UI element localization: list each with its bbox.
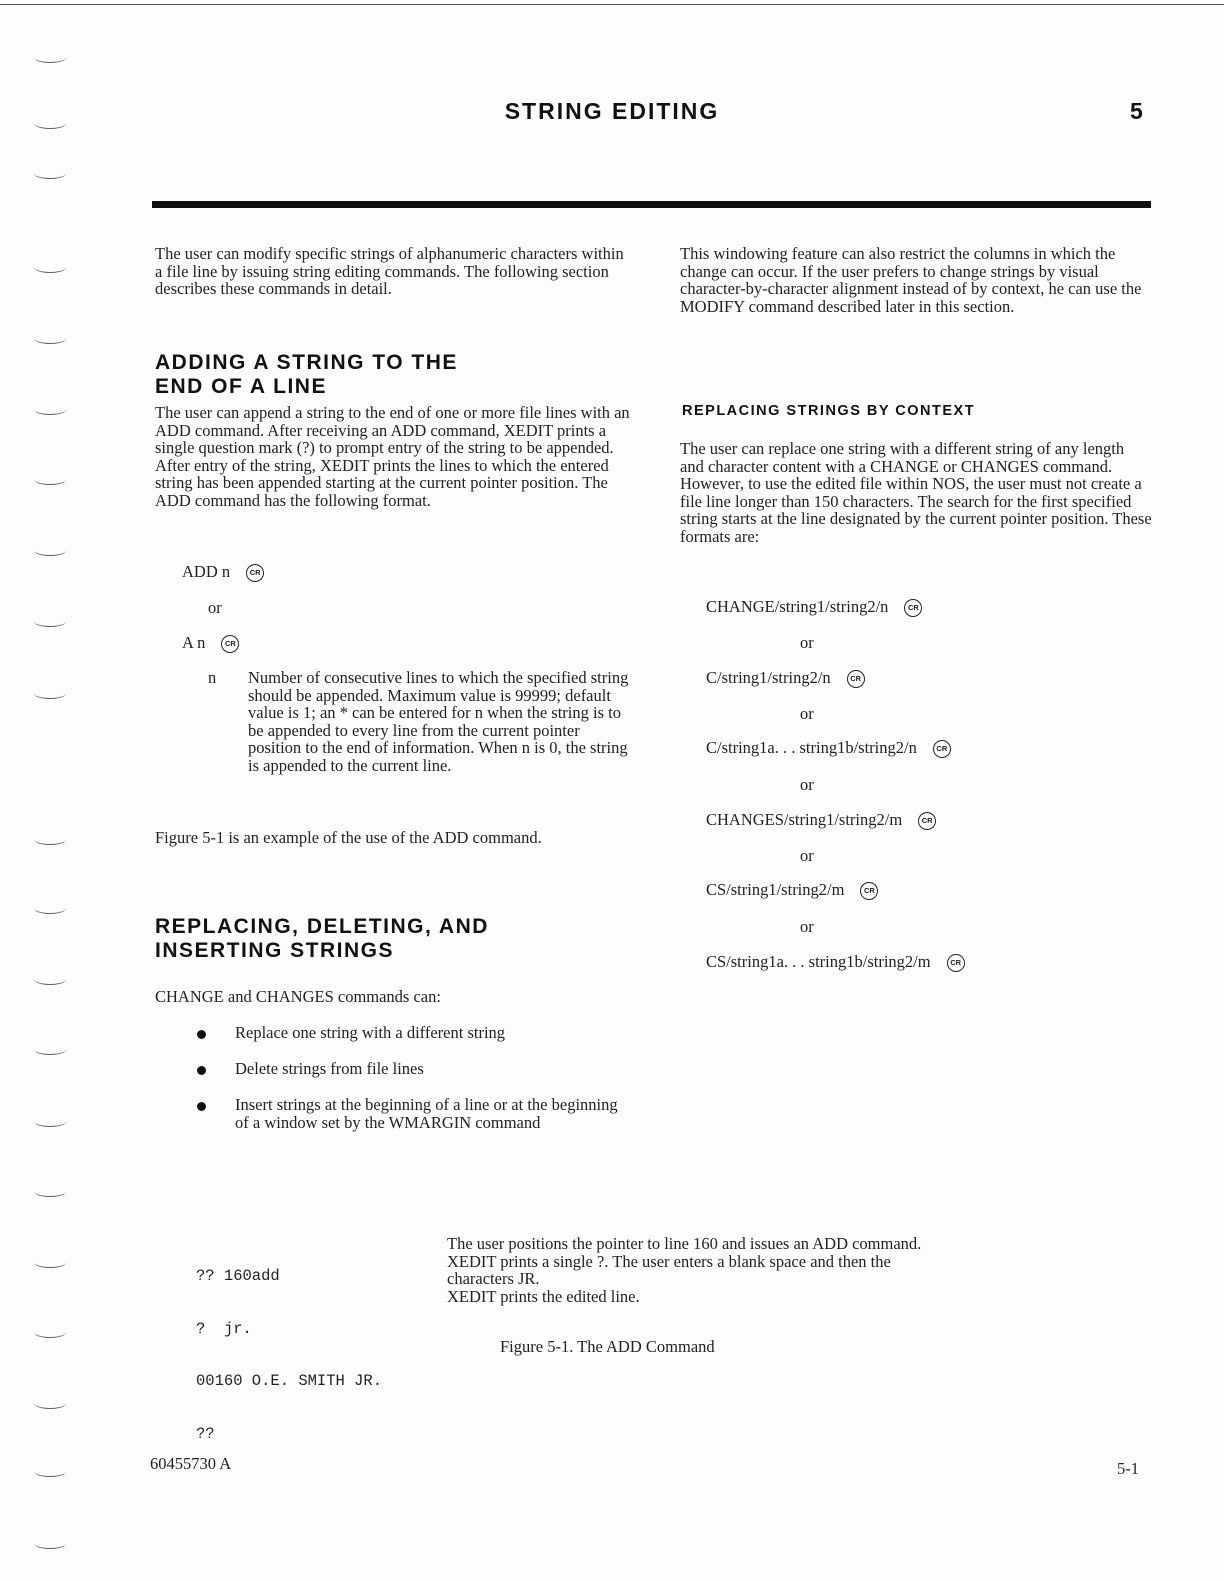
heading-line: END OF A LINE — [155, 375, 327, 398]
carriage-return-icon: CR — [918, 812, 936, 830]
change-format — [706, 668, 865, 688]
change-format — [706, 597, 922, 617]
bullet-icon — [197, 1030, 206, 1039]
bullet-item: Replace one string with a different string — [235, 1023, 506, 1042]
format-text: CHANGE/string1/string2/n — [706, 597, 889, 616]
figure-terminal-output — [196, 1233, 382, 1461]
context-paragraph: The user can replace one string with a different string of any length and character content with a CHANGE or CHANGES command. However, to use the edited file within NOS, the user must not create a file line longer than 150 characters. The search for the first specified string starts at the line designated by the current pointer position. These formats are: — [680, 439, 1152, 546]
explanation-line: characters JR. — [447, 1269, 540, 1289]
heading-replacing-context: REPLACING STRINGS BY CONTEXT — [682, 403, 976, 419]
or-label: or — [800, 775, 814, 794]
heading-line: ADDING A STRING TO THE — [155, 351, 458, 374]
param-description: Number of consecutive lines to which the specified string should be appended. Maximum value is 99999; default value is 1; an * can be entered for n when the string is to be appended to every line from the current pointer position to the end of information. When n is 0, the string is appended to the current line. — [248, 668, 629, 775]
terminal-line: 00160 O.E. SMITH JR. — [196, 1372, 383, 1390]
explanation-line: XEDIT prints a single ?. The user enters a blank space and then the — [447, 1251, 891, 1271]
format-text: C/string1/string2/n — [706, 668, 831, 687]
chapter-number: 5 — [1130, 98, 1143, 124]
format-text: CS/string1a. . . string1b/string2/m — [706, 952, 931, 971]
bullet-icon — [197, 1102, 206, 1111]
carriage-return-icon: CR — [847, 670, 865, 688]
changes-format — [706, 880, 878, 900]
format-text: C/string1a. . . string1b/string2/n — [706, 738, 917, 757]
changes-format — [706, 952, 965, 972]
change-format — [706, 738, 951, 758]
param-name: n — [208, 668, 217, 687]
carriage-return-icon: CR — [904, 599, 922, 617]
format-text: A n — [182, 633, 206, 652]
heading-replacing-deleting — [155, 915, 489, 963]
carriage-return-icon: CR — [246, 564, 264, 582]
top-edge-line — [0, 4, 1224, 5]
figure-reference: Figure 5-1 is an example of the use of the ADD command. — [155, 828, 542, 847]
document-number: 60455730 A — [150, 1454, 232, 1473]
changes-format — [706, 810, 936, 830]
format-text: ADD n — [182, 562, 231, 581]
bullet-item: Insert strings at the beginning of a line or at the beginning of a window set by the WMARGIN command — [235, 1095, 618, 1132]
terminal-line: ?? 160add — [196, 1267, 280, 1285]
or-label: or — [800, 704, 814, 723]
format-text: CHANGES/string1/string2/m — [706, 810, 903, 829]
terminal-line: ?? — [196, 1424, 215, 1443]
window-paragraph: This windowing feature can also restrict the columns in which the change can occur. If the user prefers to change strings by visual character-by-character alignment instead of by context, he can use the MODIFY command described later in this section. — [680, 244, 1142, 316]
figure-caption: Figure 5-1. The ADD Command — [500, 1337, 715, 1356]
terminal-line: ? jr. — [196, 1319, 252, 1338]
explanation-line: XEDIT prints the edited line. — [447, 1286, 640, 1306]
carriage-return-icon: CR — [947, 954, 965, 972]
or-label: or — [800, 917, 814, 936]
figure-explanation — [447, 1235, 1147, 1305]
add-format-long — [182, 562, 264, 582]
header-rule — [152, 201, 1151, 208]
heading-adding-string — [155, 351, 458, 399]
bullet-icon — [197, 1066, 206, 1075]
carriage-return-icon: CR — [933, 740, 951, 758]
or-label: or — [208, 598, 222, 617]
carriage-return-icon: CR — [221, 635, 239, 653]
heading-line: REPLACING, DELETING, AND — [155, 915, 489, 938]
bullet-item: Delete strings from file lines — [235, 1059, 424, 1078]
or-label: or — [800, 846, 814, 865]
or-label: or — [800, 633, 814, 652]
carriage-return-icon: CR — [860, 882, 878, 900]
add-paragraph: The user can append a string to the end of one or more file lines with an ADD command. After receiving an ADD command, XEDIT prints a single question mark (?) to prompt entry of the string to be appended. After entry of the string, XEDIT prints the lines to which the entered string has been appended starting at the current pointer position. The ADD command has the following format. — [155, 403, 630, 510]
explanation-line: The user positions the pointer to line 160 and issues an ADD command. — [447, 1234, 922, 1253]
intro-paragraph: The user can modify specific strings of alphanumeric characters within a file line by issuing string editing commands. The following section describes these commands in detail. — [155, 244, 624, 299]
change-intro: CHANGE and CHANGES commands can: — [155, 987, 441, 1006]
format-text: CS/string1/string2/m — [706, 880, 845, 899]
add-format-short — [182, 633, 239, 653]
chapter-title: STRING EDITING — [504, 98, 720, 124]
heading-line: INSERTING STRINGS — [155, 939, 395, 962]
page-number: 5-1 — [1117, 1459, 1139, 1478]
